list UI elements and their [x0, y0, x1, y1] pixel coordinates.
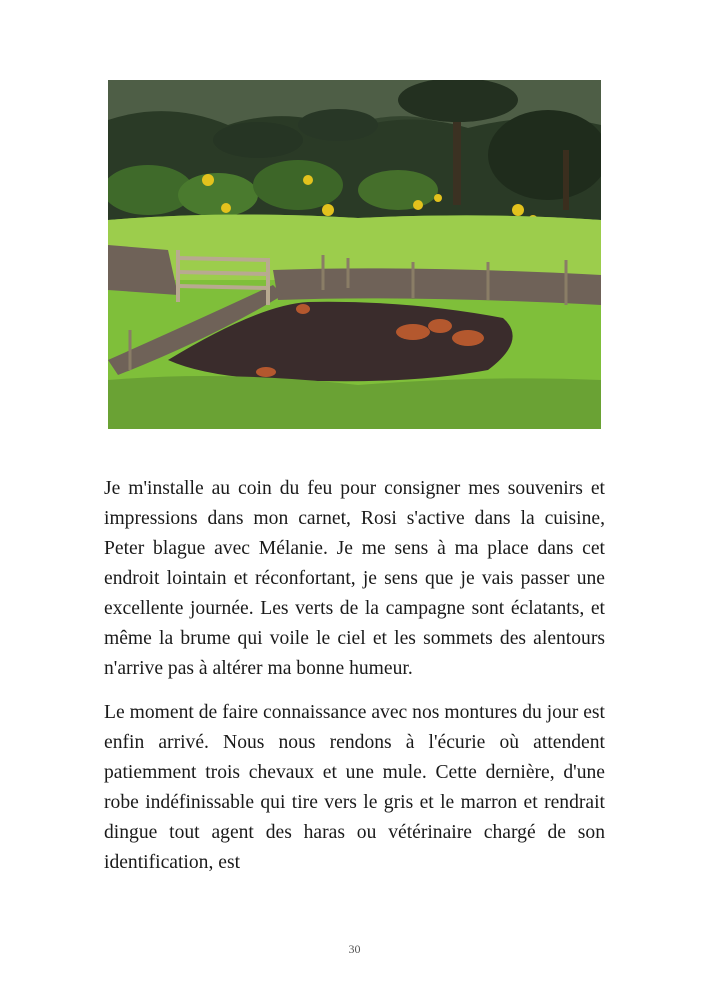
pigs-in-pen-illustration	[108, 80, 601, 429]
page-number: 30	[348, 942, 361, 956]
body-text	[104, 474, 605, 892]
landscape-photo	[108, 80, 601, 429]
paragraph-1: Je m'installe au coin du feu pour consigner mes souvenirs et impressions dans mon carnet, Rosi s'active dans la cuisine, Peter blague avec Mélanie. Je me sens à ma place dans cet endroit lointain et réconfortant, je sens que je vais passer une excellente journée. Les verts de la campagne sont éclatants, et même la brume qui voile le ciel et les sommets des alentours n'arrive pas à altérer ma bonne humeur.	[104, 478, 605, 679]
paragraph-2: Le moment de faire connaissance avec nos montures du jour est enfin arrivé. Nous nous rendons à l'écurie où attendent patiemment trois chevaux et une mule. Cette dernière, d'une robe indéfinissable qui tire vers le gris et le marron et rendrait dingue tout agent des haras ou vétérinaire chargé de son identification, est	[104, 702, 605, 873]
